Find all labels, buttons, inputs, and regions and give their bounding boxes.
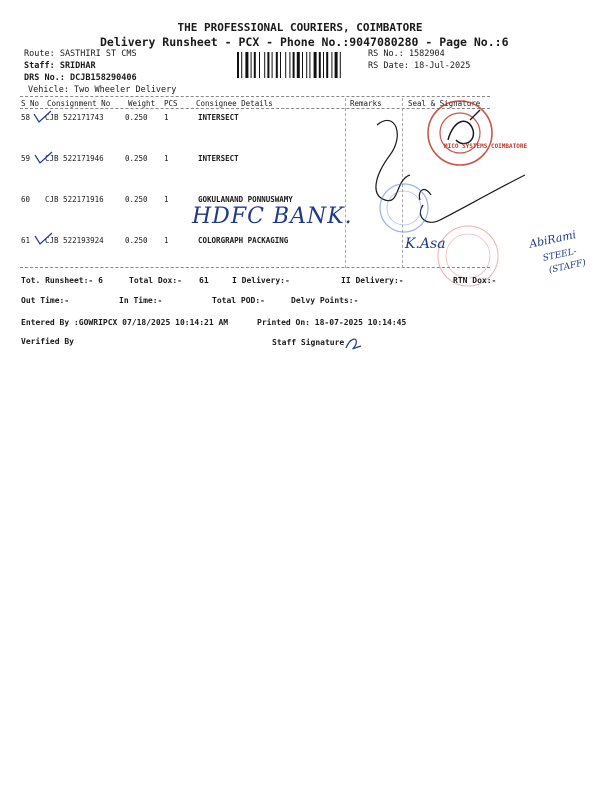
col-consignment: Consignment No [47,99,111,108]
verified-by: Verified By [21,337,74,346]
barcode-bar [323,52,324,78]
printed-on: Printed On: 18-07-2025 10:14:45 [257,318,407,327]
barcode-bar [306,52,307,78]
row-58-consignee: INTERSECT [198,113,239,122]
delvy-points: Delvy Points:- [291,296,359,305]
barcode-bar [237,52,239,78]
in-time: In Time:- [119,296,163,305]
handwritten-kasa: K.Asa [405,236,446,252]
barcode [237,52,362,78]
barcode-bar [314,52,317,78]
rs-number: RS No.: 1582904 [368,49,445,59]
i-delivery: I Delivery:- [232,276,290,285]
barcode-bar [285,52,286,78]
row-59-weight: 0.250 [125,154,148,163]
route-label: Route: SASTHIRI ST CMS [24,49,137,59]
handwritten-abirami: AbiRami [528,228,578,251]
remarks-divider [345,98,346,268]
barcode-bar [319,52,321,78]
col-pcs: PCS [164,99,178,108]
row-61-consignee: COLORGRAPH PACKAGING [198,236,289,245]
barcode-bar [280,52,281,78]
tick-mark-row-58 [33,110,53,124]
staff-label: Staff: SRIDHAR [24,61,96,71]
ii-delivery: II Delivery:- [341,276,404,285]
tick-mark-row-61 [34,232,54,246]
tick-mark-row-59 [34,151,54,165]
entered-by: Entered By :GOWRIPCX 07/18/2025 10:14:21 AM [21,318,229,327]
handwritten-staff: (STAFF) [548,258,587,276]
out-time: Out Time:- [21,296,70,305]
barcode-bar [309,52,310,78]
row-60-consignment: CJB 522171916 [45,195,104,204]
row-61-weight: 0.250 [125,236,148,245]
row-59-pcs: 1 [164,154,169,163]
company-seal-stamp [418,100,518,180]
row-58-sno: 58 [21,113,31,122]
staff-signature-mark [344,334,364,352]
barcode-bar [245,52,248,78]
row-59-consignment: CJB 522171946 [45,154,104,163]
col-consignee: Consignee Details [196,99,273,108]
row-61-consignment: CJB 522193924 [45,236,104,245]
row-61-sno: 61 [21,236,31,245]
barcode-bar [289,52,290,78]
table-top-rule [20,96,490,97]
row-60-consignee: GOKULANAND PONNUSWAMY [198,195,293,204]
table-bottom-rule [20,267,490,268]
barcode-bar [276,52,278,78]
barcode-bar [302,52,303,78]
col-weight: Weight [128,99,156,108]
barcode-bar [326,52,328,78]
barcode-bar [251,52,252,78]
barcode-bar [259,52,260,78]
staff-signature-label: Staff Signature [272,338,345,347]
barcode-bar [241,52,242,78]
runsheet-title: Delivery Runsheet - PCX - Phone No.:9047080280 - Page No.:6 [100,35,509,49]
barcode-bar [297,52,300,78]
row-60-sno: 60 [21,195,31,204]
drs-number: DRS No.: DCJB158290406 [24,73,137,83]
barcode-bar [335,52,338,78]
col-remarks: Remarks [350,99,382,108]
row-60-weight: 0.250 [125,195,148,204]
total-runsheet: Tot. Runsheet:- 6 [21,276,103,285]
total-dox-label: Total Dox:- [129,276,182,285]
barcode-bar [264,52,265,78]
row-61-pcs: 1 [164,236,169,245]
row-60-pcs: 1 [164,195,169,204]
barcode-bar [331,52,332,78]
handwritten-hdfc-bank: HDFC BANK. [192,204,353,229]
total-dox-value: 61 [199,276,209,285]
barcode-graphic [237,52,362,78]
barcode-bar [272,52,273,78]
handwritten-steel: STEEL- [542,246,578,264]
col-sno: S No [21,99,40,108]
col-seal: Seal & Signature [408,99,481,108]
blue-stamp [376,180,436,240]
seal-text: MICO SYSTEMS COIMBATORE [444,143,528,150]
vehicle-label: Vehicle: Two Wheeler Delivery [28,85,177,95]
barcode-bar [293,52,295,78]
total-pod: Total POD:- [212,296,265,305]
row-59-sno: 59 [21,154,31,163]
company-title: THE PROFESSIONAL COURIERS, COIMBATORE [177,21,423,34]
row-58-weight: 0.250 [125,113,148,122]
barcode-bar [340,52,341,78]
rs-date: RS Date: 18-Jul-2025 [368,61,471,71]
row-58-consignment: CJB 522171743 [45,113,104,122]
barcode-bar [267,52,269,78]
row-58-pcs: 1 [164,113,169,122]
rtn-dox: RTN Dox:- [453,276,497,285]
barcode-bar [254,52,256,78]
row-59-consignee: INTERSECT [198,154,239,163]
